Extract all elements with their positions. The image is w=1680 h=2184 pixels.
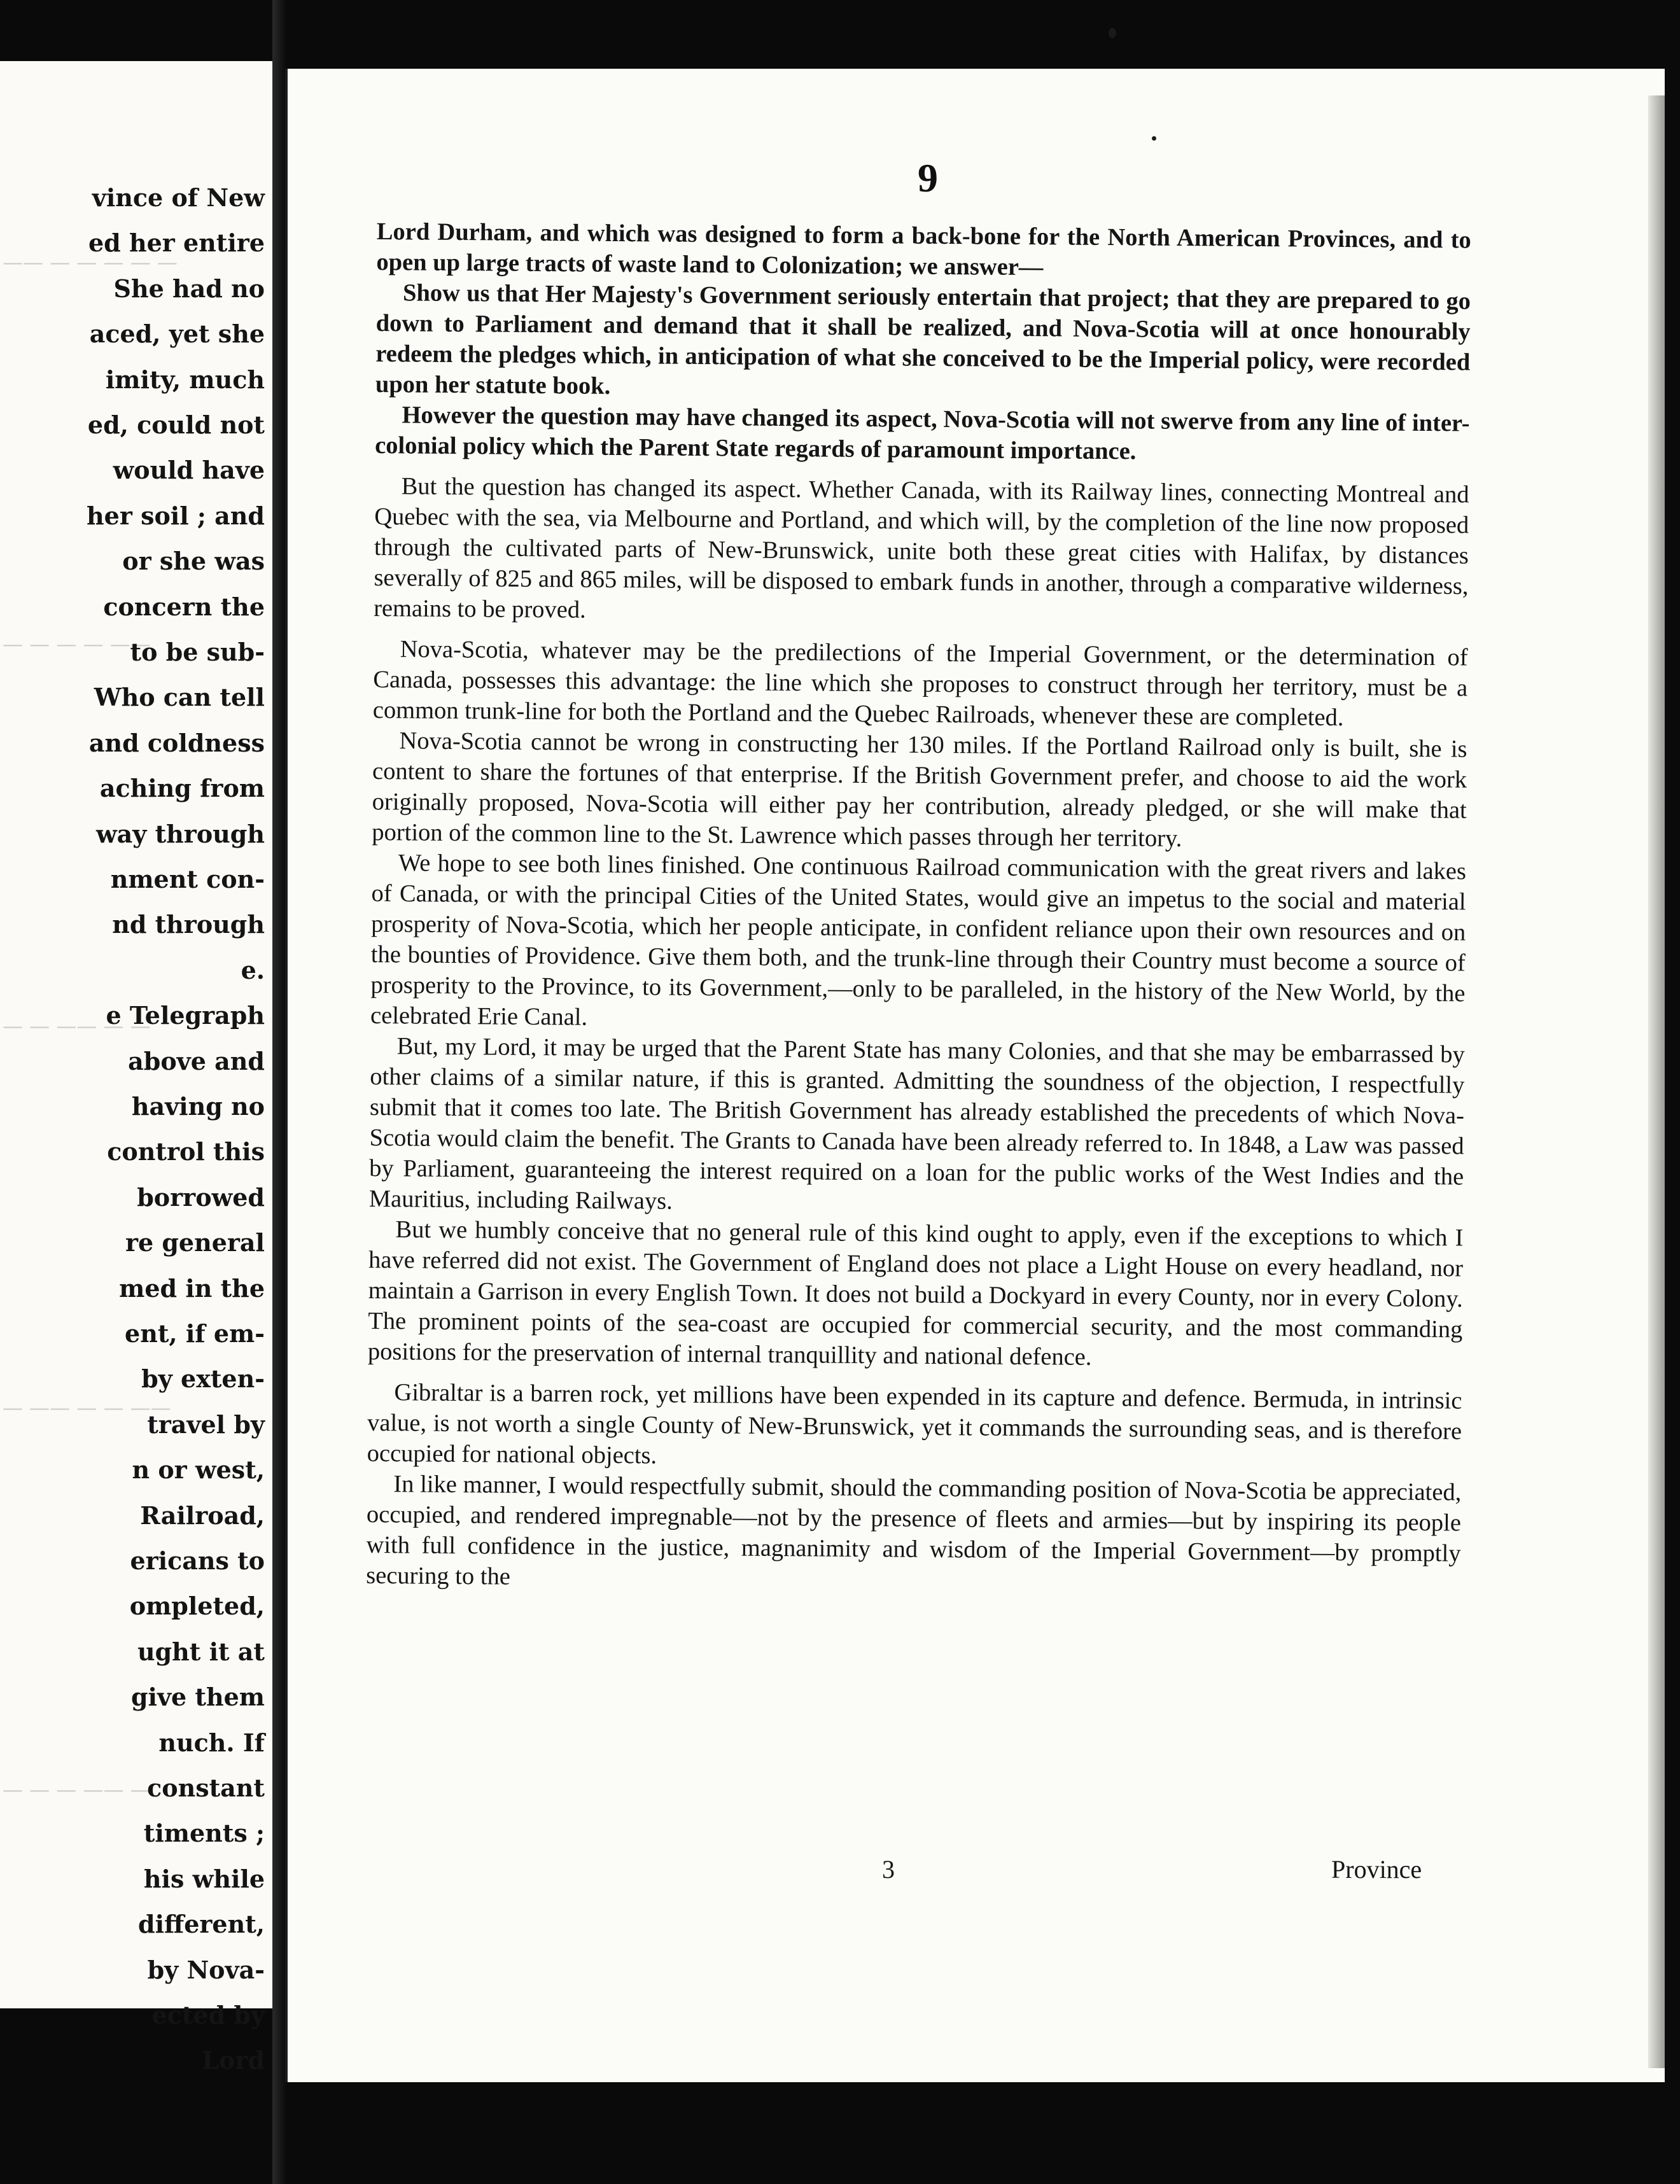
left-page-line: give them (130, 1683, 265, 1712)
bleed-through: —— — — —— — (3, 1396, 171, 1420)
left-page-line: having no (131, 1092, 265, 1121)
paragraph: Nova-Scotia, whatever may be the predilections of the Imperial Government, or the determination of Canada, possesses this advantage: the line which she proposes to construct through her territory, must be a common trunk-line for both the Portland and the Quebec Railroads, whenever these are completed. (372, 636, 1468, 731)
scan-speck (1109, 28, 1116, 38)
left-page-line: or she was (122, 547, 265, 576)
left-page-line: constant (147, 1774, 265, 1802)
left-page-line: She had no (113, 274, 265, 303)
left-page-line: e Telegraph (106, 1001, 265, 1030)
left-page-line: ught it at (137, 1637, 265, 1666)
page-number: 9 (918, 155, 938, 200)
left-page-line: imity, much (105, 365, 265, 394)
left-page-line: Who can tell (94, 683, 265, 712)
paragraph: Gibraltar is a barren rock, yet millions have been expended in its capture and defence. Bermuda, in intrinsic value, is not worth a single County of New-Brunswick, yet it commands the surrounding seas, and is therefore occupied for national objects. (367, 1379, 1462, 1469)
paragraph: But the question has changed its aspect. Whether Canada, with its Railway lines, connecting Montreal and Quebec with the sea, via Melbourne and Portland, and which will, by the completion of the line now proposed through the cultivated parts of New-Brunswick, unite both these great cities with Halifax, by distances severally of 825 and 865 miles, will be disposed to embark funds in another, through a comparative wilderness, remains to be proved. (373, 473, 1469, 624)
paragraph: But we humbly conceive that no general rule of this kind ought to apply, even if the exceptions to which I have referred did not exist. The Government of England does not place a Light House on every headland, nor maintain a Garrison in every English Town. It does not build a Dockyard in every County, nor in every Colony. The prominent points of the sea-coast are occupied for commercial security, and the most commanding positions for the preservation of internal tranquillity and national defence. (367, 1216, 1464, 1371)
left-page-line: different, (138, 1910, 265, 1939)
left-page-line: aching from (99, 774, 265, 803)
left-page-line: n or west, (132, 1455, 265, 1485)
left-page-line: ompleted, (129, 1592, 265, 1621)
left-page-line: would have (113, 456, 265, 485)
left-page-line: nment con- (110, 865, 265, 893)
paragraph: We hope to see both lines finished. One continuous Railroad communication with the great rivers and lakes of Canada, or with the principal Cities of the United States, would give an impetus to the social and material prosperity of Nova-Scotia, which her people anticipate, in confident reliance upon their own resources and on the bounties of Providence. Give them both, and the trunk-line through their Country must become a source of prosperity to the Province, to its Government,—only to be paralleled, in the history of the New World, by the celebrated Erie Canal. (370, 850, 1467, 1031)
left-page-line: and coldness (88, 728, 265, 757)
paragraph: Nova-Scotia cannot be wrong in constructing her 130 miles. If the Portland Railroad only is built, she is content to share the fortunes of that enterprise. If the British Government prefer, and choose to aid the work originally proposed, Nova-Scotia will either pay her contribution, already pledged, or she will make that portion of the common line to the St. Lawrence which passes through her territory. (372, 727, 1467, 852)
left-page-line: way through (95, 819, 265, 848)
left-page-line: re general (125, 1228, 265, 1257)
left-page-line: borrowed (137, 1182, 265, 1212)
bleed-through: —— — — — — (3, 632, 151, 656)
left-page-line: med in the (119, 1273, 265, 1303)
catchword: Province (1331, 1855, 1422, 1884)
left-page-line: e. (241, 955, 265, 984)
left-page-line: by Nova- (147, 1955, 265, 1984)
bleed-through: — — —— — — (3, 1014, 151, 1038)
paragraph: But, my Lord, it may be urged that the Parent State has many Colonies, and that she may be embarrassed by other claims of a similar nature, if this is granted. Admitting the soundness of the objection, I respectfully submit that it comes too late. The British Government has already established the precedents of which Nova-Scotia would claim the benefit. The Grants to Canada have been already referred to. In 1848, a Law was passed by Parliament, guaranteeing the interest required on a loan for the public works of the West Indies and the Mauritius, including Railways. (368, 1033, 1465, 1215)
left-page-line: aced, yet she (89, 319, 265, 349)
left-page-line: ed, could not (87, 410, 265, 439)
left-page-line: ent, if em- (125, 1319, 265, 1348)
left-page-line: nd through (112, 910, 265, 939)
left-page-line: travel by (147, 1410, 265, 1439)
left-page-line: ericans to (130, 1546, 265, 1575)
left-page-line: her soil ; and (87, 501, 265, 530)
left-page-line: ected by (151, 2001, 265, 2029)
left-page-line: above and (128, 1046, 265, 1075)
left-page-line: vince of New (92, 183, 265, 212)
scan-speck (1152, 136, 1156, 141)
gutter-shadow (272, 0, 286, 2184)
left-page-line: control this (107, 1137, 265, 1166)
left-page-line: nuch. If (158, 1728, 265, 1757)
left-page-line: to be sub- (130, 638, 265, 666)
left-page-line: ed her entire (88, 228, 265, 258)
left-page-fragment (0, 61, 272, 2075)
page-edge (1648, 95, 1665, 2068)
left-page-line: Railroad, (140, 1501, 265, 1530)
left-page-line: timents ; (143, 1819, 265, 1848)
left-page-line: by exten- (141, 1364, 265, 1394)
left-page-line: Lord (202, 2046, 265, 2075)
left-page-line: his while (143, 1864, 265, 1893)
bleed-through: — — — — — —— (3, 250, 178, 274)
paragraph: However the question may have changed its aspect, Nova-Scotia will not swerve from any line of inter-colonial policy which the Parent State regards of paramount importance. (375, 402, 1470, 465)
left-page-line: concern the (103, 592, 265, 621)
paragraph: Show us that Her Majesty's Government seriously entertain that project; that they are prepared to go down to Parliament and demand that it shall be realized, and Nova-Scotia will at once honourably redeem the pledges which, in anticipation of what she conceived to be the Imperial policy, were recorded upon her statute book. (375, 279, 1471, 400)
paragraph: Lord Durham, and which was designed to form a back-bone for the North American Provinces, and to open up large tracts of waste land to Colonization; we answer— (376, 218, 1471, 281)
signature-mark: 3 (882, 1855, 895, 1884)
bleed-through: — —— — — — (3, 1777, 151, 1802)
paragraph: In like manner, I would respectfully submit, should the commanding position of Nova-Scotia be appreciated, occupied, and rendered impregnable—not by the presence of fleets and armies—but by inspiring its people with full confidence in the justice, magnanimity and wisdom of the Imperial Government—by promptly securing to the (366, 1471, 1462, 1590)
body-text (366, 216, 1471, 1599)
